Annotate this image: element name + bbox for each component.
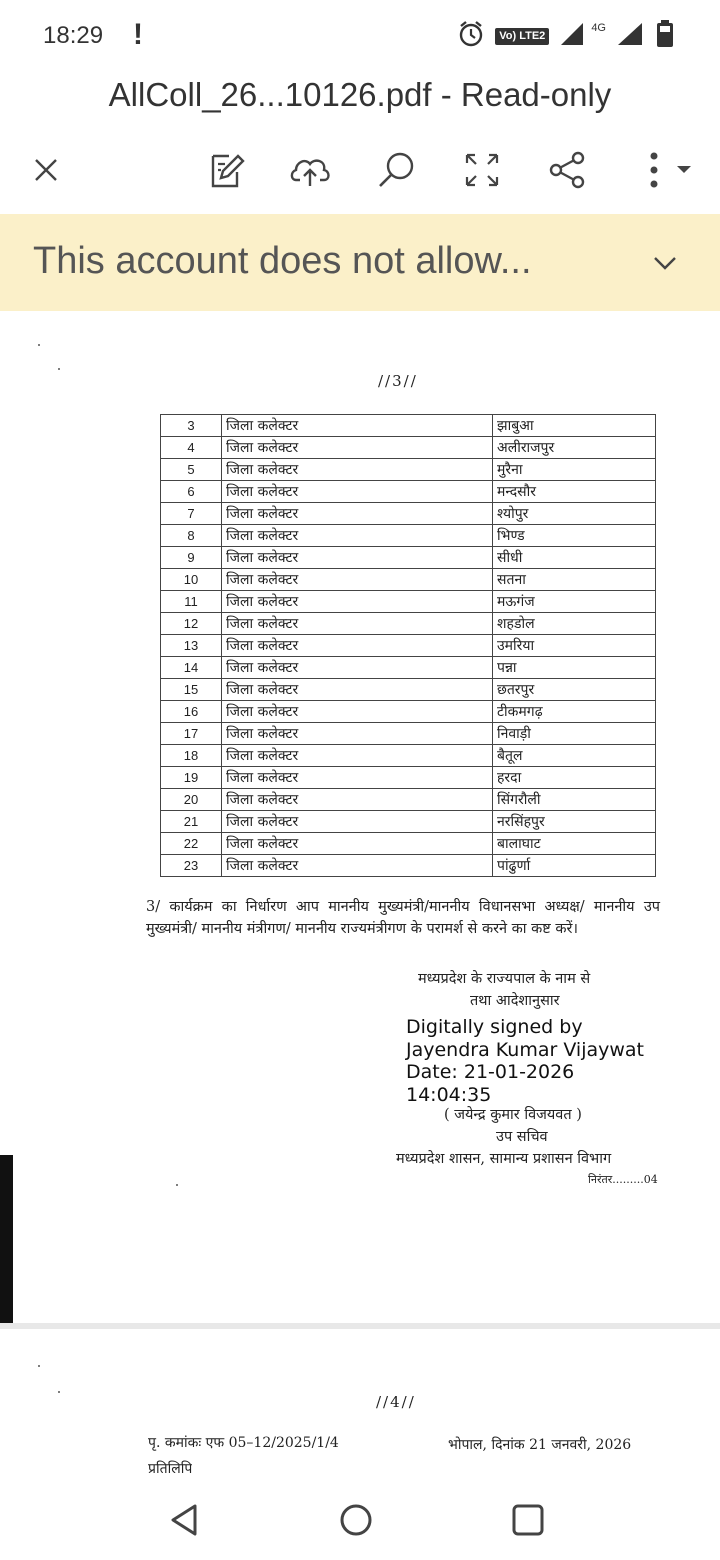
fullscreen-button[interactable] [460,148,504,192]
row-number: 19 [161,767,222,789]
status-time: 18:29 [43,22,104,49]
row-post: जिला कलेक्टर [222,833,493,855]
row-district: बालाघाट [493,833,656,855]
table-row [161,481,656,503]
status-bar [0,0,720,72]
row-district: नरसिंहपुर [493,811,656,833]
row-district: उमरिया [493,635,656,657]
fullscreen-icon [463,151,501,189]
row-district: बैतूल [493,745,656,767]
row-district: सिंगरौली [493,789,656,811]
row-district: शहडोल [493,613,656,635]
row-post: जिला कलेक्टर [222,701,493,723]
cloud-upload-icon [288,150,332,190]
row-post: जिला कलेक्टर [222,723,493,745]
row-district: श्योपुर [493,503,656,525]
row-district: भिण्ड [493,525,656,547]
row-post: जिला कलेक्टर [222,569,493,591]
order-line: तथा आदेशानुसार [470,993,560,1009]
row-post: जिला कलेक्टर [222,547,493,569]
alert-indicator: ! [133,18,143,51]
scan-edge [0,1155,13,1323]
recents-icon [510,1502,546,1538]
signer-department: मध्यप्रदेश शासन, सामान्य प्रशासन विभाग [396,1151,612,1167]
table-row [161,767,656,789]
row-post: जिला कलेक्टर [222,591,493,613]
home-button[interactable] [336,1500,376,1540]
more-options-button[interactable] [630,148,700,192]
row-number: 14 [161,657,222,679]
battery-icon [656,20,674,52]
row-district: मऊगंज [493,591,656,613]
account-restriction-banner[interactable] [0,214,720,311]
upload-button[interactable] [288,148,332,192]
back-button[interactable] [164,1500,204,1540]
row-district: छतरपुर [493,679,656,701]
search-icon [376,150,416,190]
row-number: 8 [161,525,222,547]
row-district: मन्दसौर [493,481,656,503]
scan-speck [38,344,40,346]
table-row [161,657,656,679]
back-icon [167,1502,201,1538]
row-district: निवाड़ी [493,723,656,745]
close-icon [32,156,60,184]
row-post: जिला कलेक्टर [222,789,493,811]
toolbar [0,140,720,200]
close-button[interactable] [24,148,68,192]
table-row [161,591,656,613]
reference-number: पृ. कमांकः एफ 05–12/2025/1/4 [148,1435,339,1451]
row-district: टीकमगढ़ [493,701,656,723]
table-row [161,569,656,591]
signer-title: उप सचिव [496,1129,548,1145]
row-district: सतना [493,569,656,591]
table-row [161,437,656,459]
row-number: 17 [161,723,222,745]
row-number: 10 [161,569,222,591]
copy-to-heading: प्रतिलिपि [148,1461,193,1473]
row-post: जिला कलेक्टर [222,679,493,701]
row-number: 12 [161,613,222,635]
table-row [161,503,656,525]
row-district: झाबुआ [493,415,656,437]
row-post: जिला कलेक्टर [222,481,493,503]
scan-speck [176,1184,178,1186]
table-row [161,459,656,481]
row-number: 5 [161,459,222,481]
more-icon [632,150,698,190]
table-row [161,679,656,701]
scan-speck [38,1365,40,1367]
row-number: 15 [161,679,222,701]
row-post: जिला कलेक्टर [222,657,493,679]
digisig-line: 14:04:35 [406,1083,492,1106]
recents-button[interactable] [508,1500,548,1540]
row-district: हरदा [493,767,656,789]
row-number: 22 [161,833,222,855]
row-district: पांढुर्णा [493,855,656,877]
row-district: सीधी [493,547,656,569]
table-row [161,635,656,657]
table-row [161,723,656,745]
row-post: जिला कलेक्टर [222,855,493,877]
row-post: जिला कलेक्टर [222,459,493,481]
search-button[interactable] [374,148,418,192]
edit-button[interactable] [205,148,249,192]
signal-icon-2 [616,21,646,51]
row-district: मुरैना [493,459,656,481]
table-row [161,525,656,547]
table-row [161,811,656,833]
table-row [161,547,656,569]
row-number: 7 [161,503,222,525]
table-row [161,789,656,811]
row-number: 16 [161,701,222,723]
table-row [161,613,656,635]
digital-signature [406,1016,644,1106]
banner-text: This account does not allow... [33,240,532,282]
row-district: पन्ना [493,657,656,679]
share-icon [547,150,587,190]
digisig-line: Digitally signed by [406,1016,583,1038]
row-number: 18 [161,745,222,767]
row-number: 3 [161,415,222,437]
instruction-paragraph: 3/ कार्यक्रम का निर्धारण आप माननीय मुख्यमंत्री/माननीय विधानसभा अध्यक्ष/ माननीय उप मुख्यमंत्री/ माननीय मंत्रीगण/ माननीय राज्यमंत्रीगण के परामर्श से करने का कष्ट करें। [146,899,660,937]
row-post: जिला कलेक्टर [222,525,493,547]
row-number: 21 [161,811,222,833]
chevron-down-icon[interactable] [648,246,682,280]
alarm-icon [457,20,485,52]
document-title: AllColl_26...10126.pdf - Read-only [108,76,612,113]
row-number: 11 [161,591,222,613]
row-number: 23 [161,855,222,877]
navigation-bar [0,1480,720,1560]
table-row [161,701,656,723]
row-number: 6 [161,481,222,503]
signer-name: ( जयेन्द्र कुमार विजयवत ) [444,1107,582,1123]
pdf-page [0,312,720,1324]
volte-icon: Vo) LTE2 [495,28,549,45]
table-body [161,415,656,877]
row-number: 9 [161,547,222,569]
digisig-line: Jayendra Kumar Vijaywat [406,1038,644,1061]
digisig-line: Date: 21-01-2026 [406,1061,575,1083]
page-marker: //3// [378,372,418,390]
row-post: जिला कलेक्टर [222,811,493,833]
row-number: 4 [161,437,222,459]
row-number: 20 [161,789,222,811]
row-post: जिला कलेक्टर [222,415,493,437]
row-post: जिला कलेक्टर [222,613,493,635]
row-post: जिला कलेक्टर [222,635,493,657]
row-post: जिला कलेक्टर [222,767,493,789]
governor-order-line: मध्यप्रदेश के राज्यपाल के नाम से [418,971,591,987]
table-row [161,745,656,767]
home-icon [338,1502,374,1538]
table-row [161,855,656,877]
continued-note: निरंतर.........04 [588,1173,658,1186]
row-post: जिला कलेक्टर [222,437,493,459]
table-row [161,833,656,855]
place-date: भोपाल, दिनांक 21 जनवरी, 2026 [448,1437,632,1453]
scan-speck [58,368,60,370]
row-post: जिला कलेक्टर [222,503,493,525]
edit-icon [207,150,247,190]
share-button[interactable] [545,148,589,192]
network-type: 4G [591,22,606,34]
signal-icon [559,21,589,51]
pdf-page-next [0,1329,720,1479]
page-marker: //4// [376,1393,416,1411]
collector-table [160,414,656,877]
status-icons [457,20,674,52]
row-district: अलीराजपुर [493,437,656,459]
row-number: 13 [161,635,222,657]
row-post: जिला कलेक्टर [222,745,493,767]
scan-speck [58,1391,60,1393]
table-row [161,415,656,437]
